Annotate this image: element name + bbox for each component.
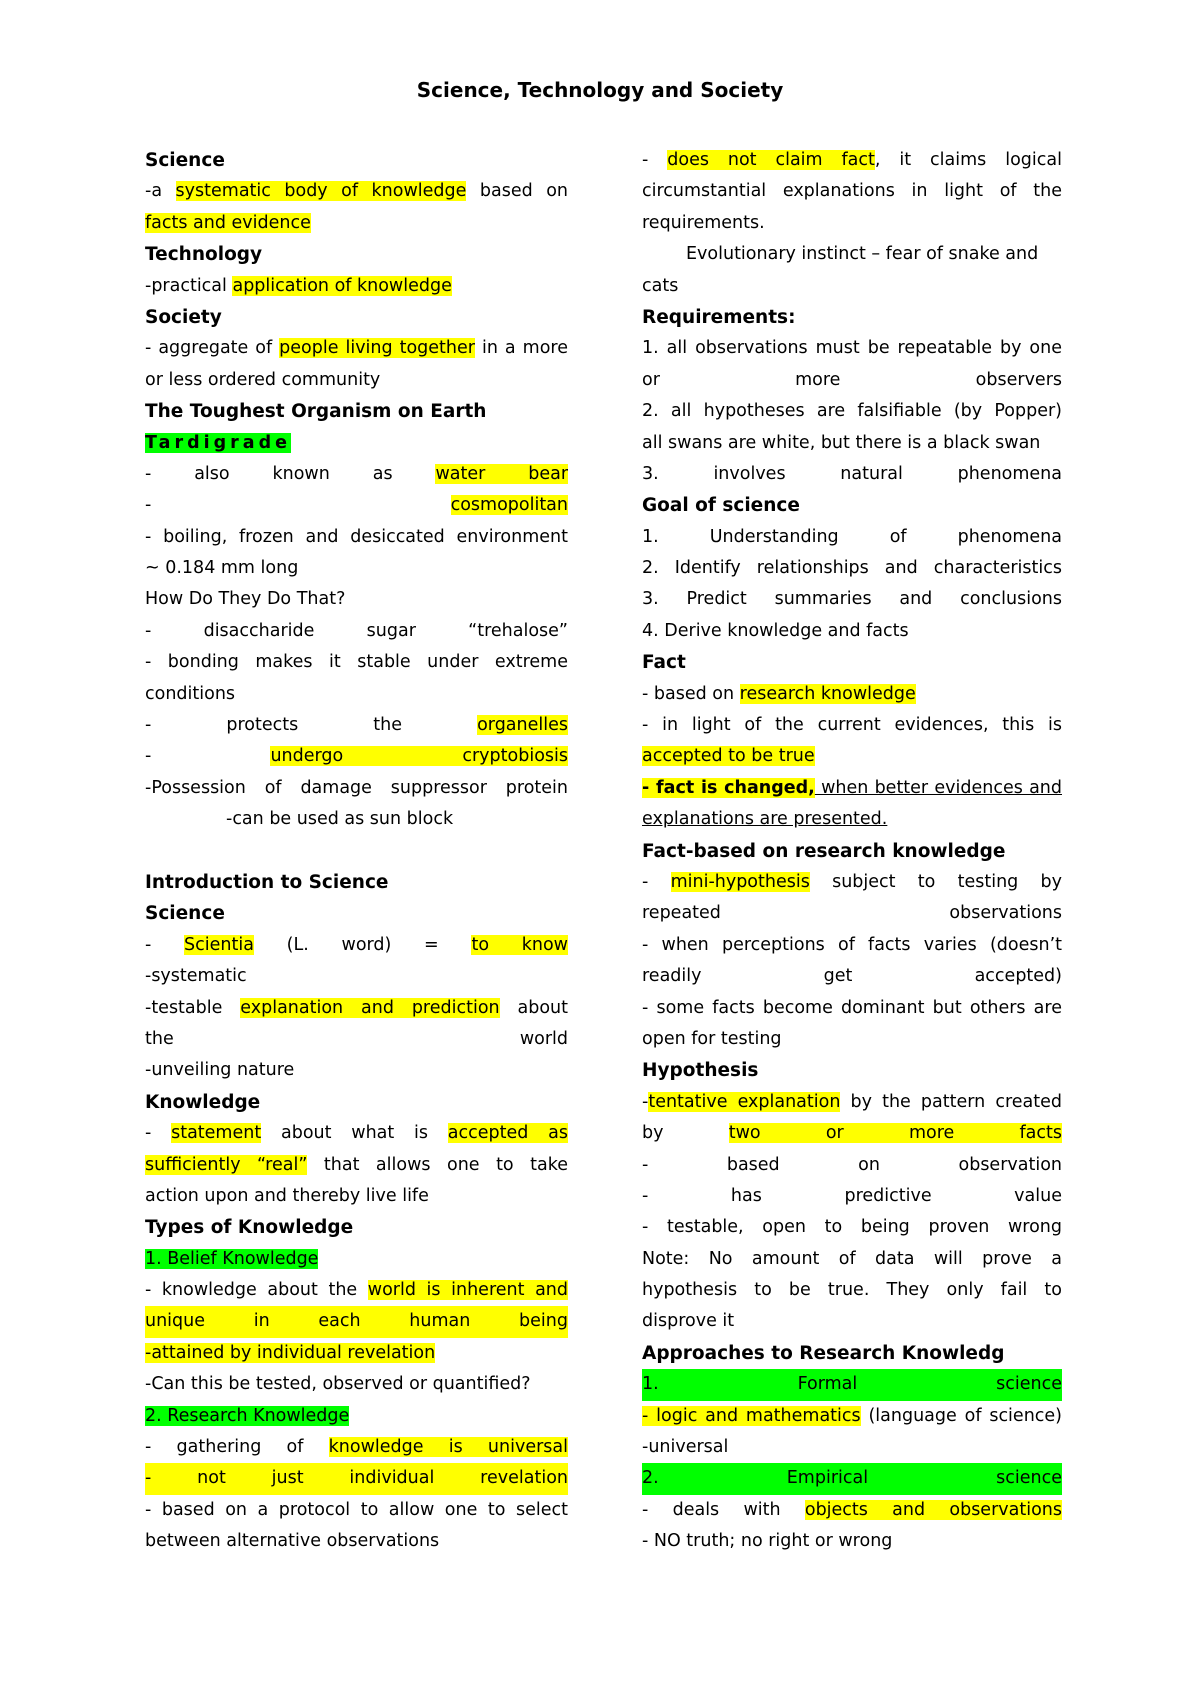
left-text-line [145,145,568,176]
text-run: - [642,150,668,170]
text-run: by [642,1123,729,1144]
yellow-highlight: cosmopolitan [450,495,568,516]
right-text-line [642,1150,1062,1181]
text-run: - protects the [145,715,478,736]
text-run: between alternative observations [145,1531,440,1552]
left-text-line [145,208,568,239]
text-run: about [499,997,568,1018]
yellow-highlight: tentative explanation [648,1091,841,1112]
yellow-highlight: objects and observations [804,1499,1062,1520]
text-run: 1. all observations must be repeatable by one [642,338,1062,359]
left-text-line [145,584,568,615]
left-text-line [145,1181,568,1212]
right-text-line [642,836,1062,867]
text-run: - in light of the current evidences, this is [642,715,1062,736]
text-run: requirements. [642,212,765,233]
left-text-line [145,679,568,710]
right-text-line [642,333,1062,364]
yellow-highlight: knowledge is universal [328,1437,568,1458]
right-text-line [642,773,1062,804]
page-title: Science, Technology and Society [416,78,784,102]
green-highlight: Tardigrade [145,432,292,453]
left-text-line [145,1306,568,1337]
yellow-highlight: two or more facts [728,1123,1062,1144]
right-text-line [642,804,1062,835]
right-text-line [642,459,1062,490]
text-run: -Possession of damage suppressor protein [145,777,568,798]
right-text-line [642,490,1062,521]
right-text-line [642,1024,1062,1055]
text-run: readily get accepted) [642,966,1062,987]
right-text-line [642,396,1062,427]
left-text-line [145,1526,568,1557]
right-text-line [642,679,1062,710]
yellow-highlight: -attained by individual revelation [145,1342,436,1363]
text-run: (L. word) = [253,934,472,955]
text-run: -testable [145,997,241,1018]
right-text-line [642,930,1062,961]
text-run: - disaccharide sugar “trehalose” [145,620,568,641]
text-run: - testable, open to being proven wrong [642,1217,1062,1238]
text-run: - [642,871,671,892]
text-run: ~ 0.184 mm long [145,558,299,579]
left-text-line [145,710,568,741]
right-text-line [642,1118,1062,1149]
text-run: - based on [642,683,740,704]
text-run: (language of science) [860,1405,1062,1426]
yellow-highlight: unique in each human being [145,1311,568,1332]
text-run: - some facts become dominant but others are [642,997,1062,1018]
left-text-line [145,1463,568,1494]
green-highlight: 1. Belief Knowledge [145,1248,319,1269]
left-text-line [145,961,568,992]
right-text-line [642,208,1062,239]
text-run: 2. all hypotheses are falsifiable (by Popper) [642,401,1062,422]
right-text-line [642,1495,1062,1526]
right-text-line [642,616,1062,647]
text-run: -universal [642,1437,729,1458]
yellow-highlight: facts and evidence [145,212,311,233]
text-run: conditions [145,683,236,704]
left-text-line [145,1401,568,1432]
text-run: -systematic [145,966,247,987]
text-run: Types of Knowledge [145,1217,354,1239]
text-run: - [145,1123,172,1144]
text-run: -a [145,181,176,202]
right-text-line [642,867,1062,898]
text-run: action upon and thereby live life [145,1185,429,1206]
text-run: or more observers [642,369,1062,390]
left-text-line [145,1369,568,1400]
left-text-line [145,741,568,772]
text-run: Note: No amount of data will prove a [642,1248,1062,1269]
text-run: cats [642,275,679,296]
left-text-line [145,867,568,898]
right-text-line [642,1055,1062,1086]
left-text-line [145,836,568,867]
text-run: circumstantial explanations in light of the [642,181,1062,202]
text-run: Approaches to Research Knowledg [642,1342,1005,1364]
text-run: Science [145,903,225,925]
text-run: or less ordered community [145,369,381,390]
right-text-line [642,365,1062,396]
left-text-line [145,773,568,804]
yellow-highlight: to know [471,934,568,955]
left-text-line [145,1338,568,1369]
text-run: , it claims logical [874,150,1062,170]
left-text-line [145,239,568,270]
right-text-line [642,1275,1062,1306]
left-text-line [145,176,568,207]
text-run: in a more [474,338,568,359]
text-run: Society [145,306,222,328]
text-run: Hypothesis [642,1060,759,1082]
text-run: 1. Understanding of phenomena [642,526,1062,547]
text-run: The Toughest Organism on Earth [145,401,487,423]
text-run: based on [466,181,568,202]
text-run: disprove it [642,1311,735,1332]
right-text-line [642,302,1062,333]
yellow-highlight: accepted to be true [642,746,815,767]
text-run: -unveiling nature [145,1060,295,1081]
yellow-highlight: Scientia [184,934,254,955]
left-text-line [145,365,568,396]
text-run: - aggregate of [145,338,280,359]
text-run: Science [145,150,225,171]
left-text-line [145,1118,568,1149]
right-text-line [642,271,1062,302]
left-text-line [145,1150,568,1181]
left-text-line [145,333,568,364]
right-text-line [642,1432,1062,1463]
text-run: -practical [145,275,233,296]
yellow-highlight: - not just individual revelation [145,1468,568,1489]
text-run: -can be used as sun block [226,809,454,830]
text-run: - [145,934,185,955]
left-text-line [145,1244,568,1275]
text-run: - [642,1091,649,1112]
left-text-line [145,428,568,459]
left-text-line [145,930,568,961]
yellow-highlight: organelles [477,715,568,736]
left-text-line [145,1055,568,1086]
left-text-line [145,459,568,490]
left-text-line [145,616,568,647]
left-text-line [145,1087,568,1118]
text-run: How Do They Do That? [145,589,346,610]
yellow-highlight: systematic body of knowledge [175,181,467,202]
green-highlight: 1. Formal science [642,1374,1062,1395]
text-run: open for testing [642,1028,782,1049]
green-highlight: 2. Research Knowledge [145,1405,350,1426]
text-run: explanations are presented. [642,809,888,830]
text-run: - has predictive value [642,1185,1062,1206]
right-text-line [642,1401,1062,1432]
right-text-line [642,584,1062,615]
text-run: Introduction to Science [145,871,389,893]
right-text-line [642,898,1062,929]
right-text-line [642,428,1062,459]
left-text-line [145,1024,568,1055]
text-run: Goal of science [642,495,800,517]
text-run: hypothesis to be true. They only fail to [642,1280,1062,1301]
right-text-line [642,1338,1062,1369]
text-run: 4. Derive knowledge and facts [642,620,909,641]
left-text-line [145,1212,568,1243]
left-column [145,145,568,1558]
right-text-line [642,647,1062,678]
text-run: Evolutionary instinct – fear of snake and [686,244,1039,265]
text-run: - bonding makes it stable under extreme [145,652,568,673]
text-run: Knowledge [145,1091,261,1113]
left-text-line [145,271,568,302]
right-text-line [642,1244,1062,1275]
left-text-line [145,898,568,929]
left-text-line [145,522,568,553]
yellow-highlight: statement [171,1123,262,1144]
text-run: - NO truth; no right or wrong [642,1531,893,1552]
right-text-line [642,239,1062,270]
yellow-highlight: world is inherent and [367,1280,568,1301]
yellow-highlight: accepted as [447,1123,568,1144]
text-run: Fact [642,652,686,674]
text-run: Requirements: [642,306,796,328]
right-text-line [642,176,1062,207]
right-text-line [642,1087,1062,1118]
left-text-line [145,1495,568,1526]
text-run: Fact-based on research knowledge [642,840,1006,862]
yellow-highlight: people living together [279,338,475,359]
yellow-highlight: sufficiently “real” [145,1154,308,1175]
text-run: when better evidences and [814,777,1062,798]
text-run: - knowledge about the [145,1280,368,1301]
text-run: - deals with [642,1499,805,1520]
right-text-line [642,522,1062,553]
text-run: - also known as [145,463,436,484]
right-column [642,145,1062,1558]
right-text-line [642,1463,1062,1494]
yellow-highlight: mini-hypothesis [670,871,810,892]
text-run: 2. Identify relationships and characteristics [642,558,1062,579]
text-run: repeated observations [642,903,1062,924]
right-text-line [642,710,1062,741]
right-text-line [642,741,1062,772]
text-run: Technology [145,244,263,266]
right-text-line [642,1369,1062,1400]
left-text-line [145,553,568,584]
left-text-line [145,490,568,521]
text-run: - gathering of [145,1437,329,1458]
yellow-highlight: undergo cryptobiosis [270,746,568,767]
left-text-line [145,1432,568,1463]
yellow-highlight: research knowledge [739,683,916,704]
text-run: -Can this be tested, observed or quantified? [145,1374,531,1395]
right-text-line [642,1212,1062,1243]
text-run: - based on observation [642,1154,1062,1175]
text-run: - when perceptions of facts varies (doesn’t [642,934,1062,955]
green-highlight: 2. Empirical science [642,1468,1062,1489]
text-run: by the pattern created [840,1091,1062,1112]
text-run: 3. involves natural phenomena [642,463,1062,484]
text-run: subject to testing by [809,871,1062,892]
right-text-line [642,145,1062,176]
yellow-highlight: does not claim fact [667,150,875,170]
text-run: - based on a protocol to allow one to select [145,1499,568,1520]
right-text-line [642,993,1062,1024]
text-run: - boiling, frozen and desiccated environment [145,526,568,547]
text-run: 3. Predict summaries and conclusions [642,589,1062,610]
yellow-highlight: - fact is changed, [642,777,815,798]
right-text-line [642,1306,1062,1337]
text-run: - [145,495,451,516]
left-text-line [145,804,568,835]
right-text-line [642,961,1062,992]
yellow-highlight: explanation and prediction [240,997,500,1018]
right-text-line [642,1181,1062,1212]
left-text-line [145,1275,568,1306]
right-text-line [642,1526,1062,1557]
text-run: the world [145,1028,568,1049]
yellow-highlight: - logic and mathematics [642,1405,861,1426]
yellow-highlight: water bear [435,463,568,484]
yellow-highlight: application of knowledge [232,275,452,296]
text-run: - [145,746,271,767]
left-text-line [145,302,568,333]
text-run: all swans are white, but there is a black swan [642,432,1041,453]
text-run: that allows one to take [307,1154,568,1175]
text-run: about what is [261,1123,448,1144]
right-text-line [642,553,1062,584]
left-text-line [145,647,568,678]
left-text-line [145,396,568,427]
left-text-line [145,993,568,1024]
